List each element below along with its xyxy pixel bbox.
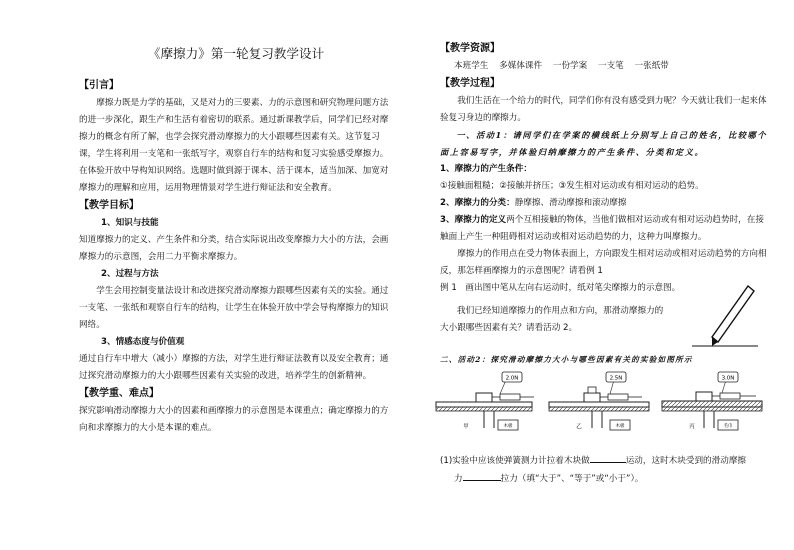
question1-line2-a: 力 <box>454 474 463 484</box>
resources-heading: 【教学资源】 <box>440 43 500 54</box>
goal3-title: 3、情感态度与价值观 <box>101 337 185 347</box>
process-intro: 我们生活在一个给力的时代，同学们你有没有感受到力呢？今天就让我们一起来体验复习身边的摩擦力。 <box>440 96 767 123</box>
activity2-text: 二、活动2：探究滑动摩擦力大小与哪些因素有关的实验如图所示 <box>440 355 693 364</box>
answer-blank-2[interactable] <box>463 470 501 481</box>
goal2-title: 2、过程与方法 <box>101 269 159 279</box>
reading-b: 2.5N <box>609 375 623 382</box>
question1-part1: (1)实验中应该使弹簧测力计拉着木块做 <box>440 456 590 466</box>
goal2-text: 学生会用控制变量法设计和改进探究滑动摩擦力跟哪些因素有关的实验。通过一支笔、一张纸和观察自行车的结构，让学生在体验开放中学会导构摩擦力的知识网络。 <box>79 286 389 330</box>
goal1-title: 1、知识与技能 <box>101 218 159 228</box>
spring-scale <box>720 393 740 399</box>
definition-title: 3、摩擦力的定义 <box>440 215 507 225</box>
pen-illustration <box>690 284 760 352</box>
board-label-a: 木板 <box>503 424 513 429</box>
spring-scale <box>500 394 520 400</box>
right-column <box>440 0 770 488</box>
goals-heading: 【教学目标】 <box>79 200 139 211</box>
experiment-c <box>662 372 762 430</box>
condition-title: 1、摩擦力的产生条件： <box>440 164 532 174</box>
question1-line2-b: 拉力（填“大于”、“等于”或“小于”）。 <box>500 474 644 484</box>
resource-item: 一张纸带 <box>634 61 669 71</box>
definition-text: 两个互相接触的物体，当他们做相对运动或有相对运动趋势时，在接触面上产生一种阻碍相对运动或相对运动趋势的力，这种力叫摩擦力。 <box>440 215 764 242</box>
label-yi: 乙 <box>576 424 582 430</box>
board-edge <box>549 407 649 411</box>
left-column <box>79 0 393 437</box>
board-label-c: 毛巾 <box>723 424 733 429</box>
reading-a: 2.0N <box>505 375 519 382</box>
intro-paragraph: 摩擦力既是力学的基础，又是对力的三要素、力的示意图和研究物理问题方法的进一步深化，跟生产和生活有着密切的联系。通过新课教学后，同学们已经对摩擦力的概念有所了解，也学会探究滑动摩擦力的大小跟哪些因素有关。这节复习课，学生将利用一支笔和一张纸写字，观察自行车的结构和复习实验感受摩擦力。在体验开放中导构知识网络。选题时做到源于课本、活于课本，适当加深、加宽对摩擦力的理解和应用，运用物理情景对学生进行辩证法和安全教育。 <box>79 98 389 193</box>
classification-text: 静摩擦、滑动摩擦和滚动摩擦 <box>514 198 627 208</box>
label-jia: 甲 <box>463 424 469 430</box>
process-heading: 【教学过程】 <box>440 78 500 89</box>
weight <box>588 387 596 393</box>
goal1-text: 知道摩擦力的定义、产生条件和分类，结合实际说出改变摩擦力大小的方法，会画摩擦力的示意图，会用二力平衡求摩擦力。 <box>79 235 389 262</box>
board-surface <box>436 402 532 407</box>
spring-scale <box>608 394 628 400</box>
intro-heading: 【引言】 <box>79 80 119 91</box>
board-edge <box>662 407 762 411</box>
key-points-heading: 【教学重、难点】 <box>79 388 159 399</box>
goal3-text: 通过自行车中增大（减小）摩擦的方法，对学生进行辩证法教育以及安全教育；通过探究滑动摩擦力的大小跟哪些因素有关实验的改进，培养学生的创新精神。 <box>79 354 389 381</box>
experiment-figure <box>434 368 774 448</box>
wood-block <box>584 393 600 402</box>
wood-block <box>696 392 712 401</box>
board-edge <box>436 407 532 411</box>
answer-blank-1[interactable] <box>590 452 626 463</box>
example1-text: 例 1 画出图中笔从左向右运动时，纸对笔尖摩擦力的示意图。 <box>440 283 681 293</box>
resource-item: 一支笔 <box>597 61 624 71</box>
resource-item: 多媒体课件 <box>499 61 543 71</box>
label-bing: 丙 <box>689 424 695 430</box>
board-surface <box>549 402 649 407</box>
question1-part2: 运动，这时木块受到的滑动摩擦 <box>625 456 747 466</box>
reading-c: 3.0N <box>721 375 735 382</box>
experiment-a <box>436 372 534 430</box>
activity1-text: 一、活动1：请同学们在学案的横线纸上分别写上自己的姓名，比较哪个面上容易写字，并体验归纳摩擦力的产生条件、分类和定义。 <box>440 130 768 157</box>
pen-icon <box>712 286 754 346</box>
page-title: 《摩擦力》第一轮复习教学设计 <box>147 46 325 61</box>
towel-surface <box>662 401 762 407</box>
resource-item: 本班学生 <box>454 61 489 71</box>
key-points-text: 探究影响滑动摩擦力大小的因素和画摩擦力的示意图是本课重点；确定摩擦力的方向和求摩擦力的大小是本课的难点。 <box>79 406 389 433</box>
condition-text: ①接触面粗糙；②接触并挤压；③发生相对运动或有相对运动的趋势。 <box>440 181 704 191</box>
action-point-text: 摩擦力的作用点在受力物体表面上，方向跟发生相对运动或相对运动趋势的方向相反，那怎样画摩擦力的示意图呢？请看例 1 <box>440 249 767 276</box>
transition-line1: 我们已经知道摩擦力的作用点和方向，那滑动摩擦力的 <box>457 306 664 316</box>
wood-block <box>476 393 492 402</box>
transition-line2: 大小跟哪些因素有关？请看活动 2。 <box>440 323 578 333</box>
board-label-b: 木板 <box>615 424 625 429</box>
resources-list <box>440 58 770 75</box>
resource-item: 一份学案 <box>552 61 588 71</box>
experiment-b <box>549 372 649 430</box>
classification-title: 2、摩擦力的分类： <box>440 198 515 208</box>
